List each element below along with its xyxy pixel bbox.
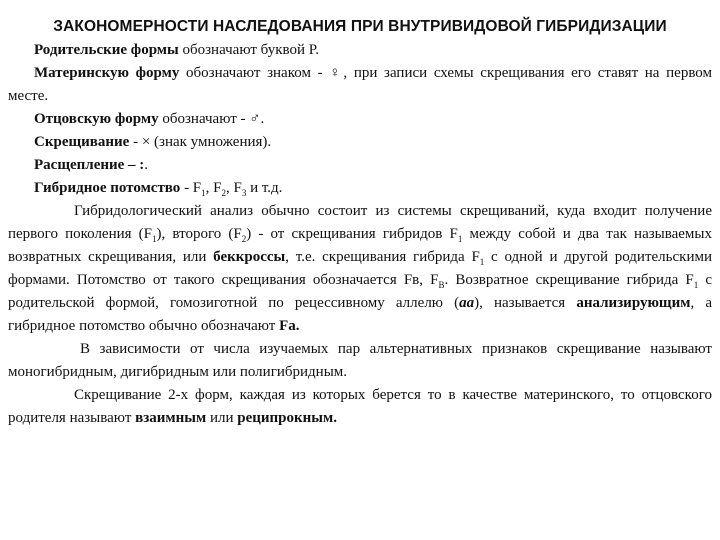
term-crossing: Скрещивание — [34, 134, 130, 150]
definition-parental-forms: Родительские формы обозначают буквой Р. — [34, 42, 319, 58]
definition-hybrid-offspring: Гибридное потомство - $F_1$, $F_2$, $F_3$ и т.д. — [34, 180, 283, 198]
paragraph-hybridological-analysis: Гибридологический анализ обычно состоит из системы скрещиваний, куда входит получение первого поколения $(F_1)$, второго $(F_2)$ - от скрещивания гибридов $F_1$ между собой и два так называемых возвратных скрещивания, или беккроссы, т.е. скрещивания гибрида $F_1$ с одной и другой родительскими формами. Потомство от такого скрещивания обозначается Fв, $F_B$. Возвратное скрещивание гибрида $F_1$ с родительской формой, гомозиготной по рецессивному аллелю (аа), называется анализирующим, а гибридное потомство обычно обозначают Fa. — [8, 203, 713, 334]
paragraph-cross-types: В зависимости от числа изучаемых пар альтернативных признаков скрещивание называют моногибридным, дигибридным или полигибридным. — [8, 341, 712, 380]
term-paternal-form: Отцовскую форму — [34, 111, 159, 127]
term-reciprocal: реципрокным — [237, 410, 334, 426]
term-backcross: беккроссы — [213, 249, 286, 265]
term-aa: аа — [459, 295, 475, 311]
term-mutual: взаимным — [135, 410, 207, 426]
term-fa: Fa. — [279, 318, 300, 334]
definition-crossing: Скрещивание - × (знак умножения). — [34, 134, 272, 150]
paragraph-reciprocal-cross: Скрещивание 2-х форм, каждая из которых берется то в качестве материнского, то отцовского родителя называют взаимным или реципрокным. — [8, 387, 712, 426]
definition-segregation: Расщепление – :. — [34, 157, 149, 173]
page-title: ЗАКОНОМЕРНОСТИ НАСЛЕДОВАНИЯ ПРИ ВНУТРИВИДОВОЙ ГИБРИДИЗАЦИИ — [53, 18, 667, 35]
term-maternal-form: Материнскую форму — [34, 65, 180, 81]
definition-maternal-form: Материнскую форму обозначают знаком - ♀, при записи схемы скрещивания его ставят на первом месте. — [8, 65, 713, 104]
term-hybrid-offspring: Гибридное потомство — [34, 180, 181, 196]
term-testcross: анализирующим — [576, 295, 691, 311]
term-parental-forms: Родительские формы — [34, 42, 179, 58]
definition-paternal-form: Отцовскую форму обозначают - ♂. — [34, 111, 265, 127]
term-segregation: Расщепление – : — [34, 157, 145, 173]
